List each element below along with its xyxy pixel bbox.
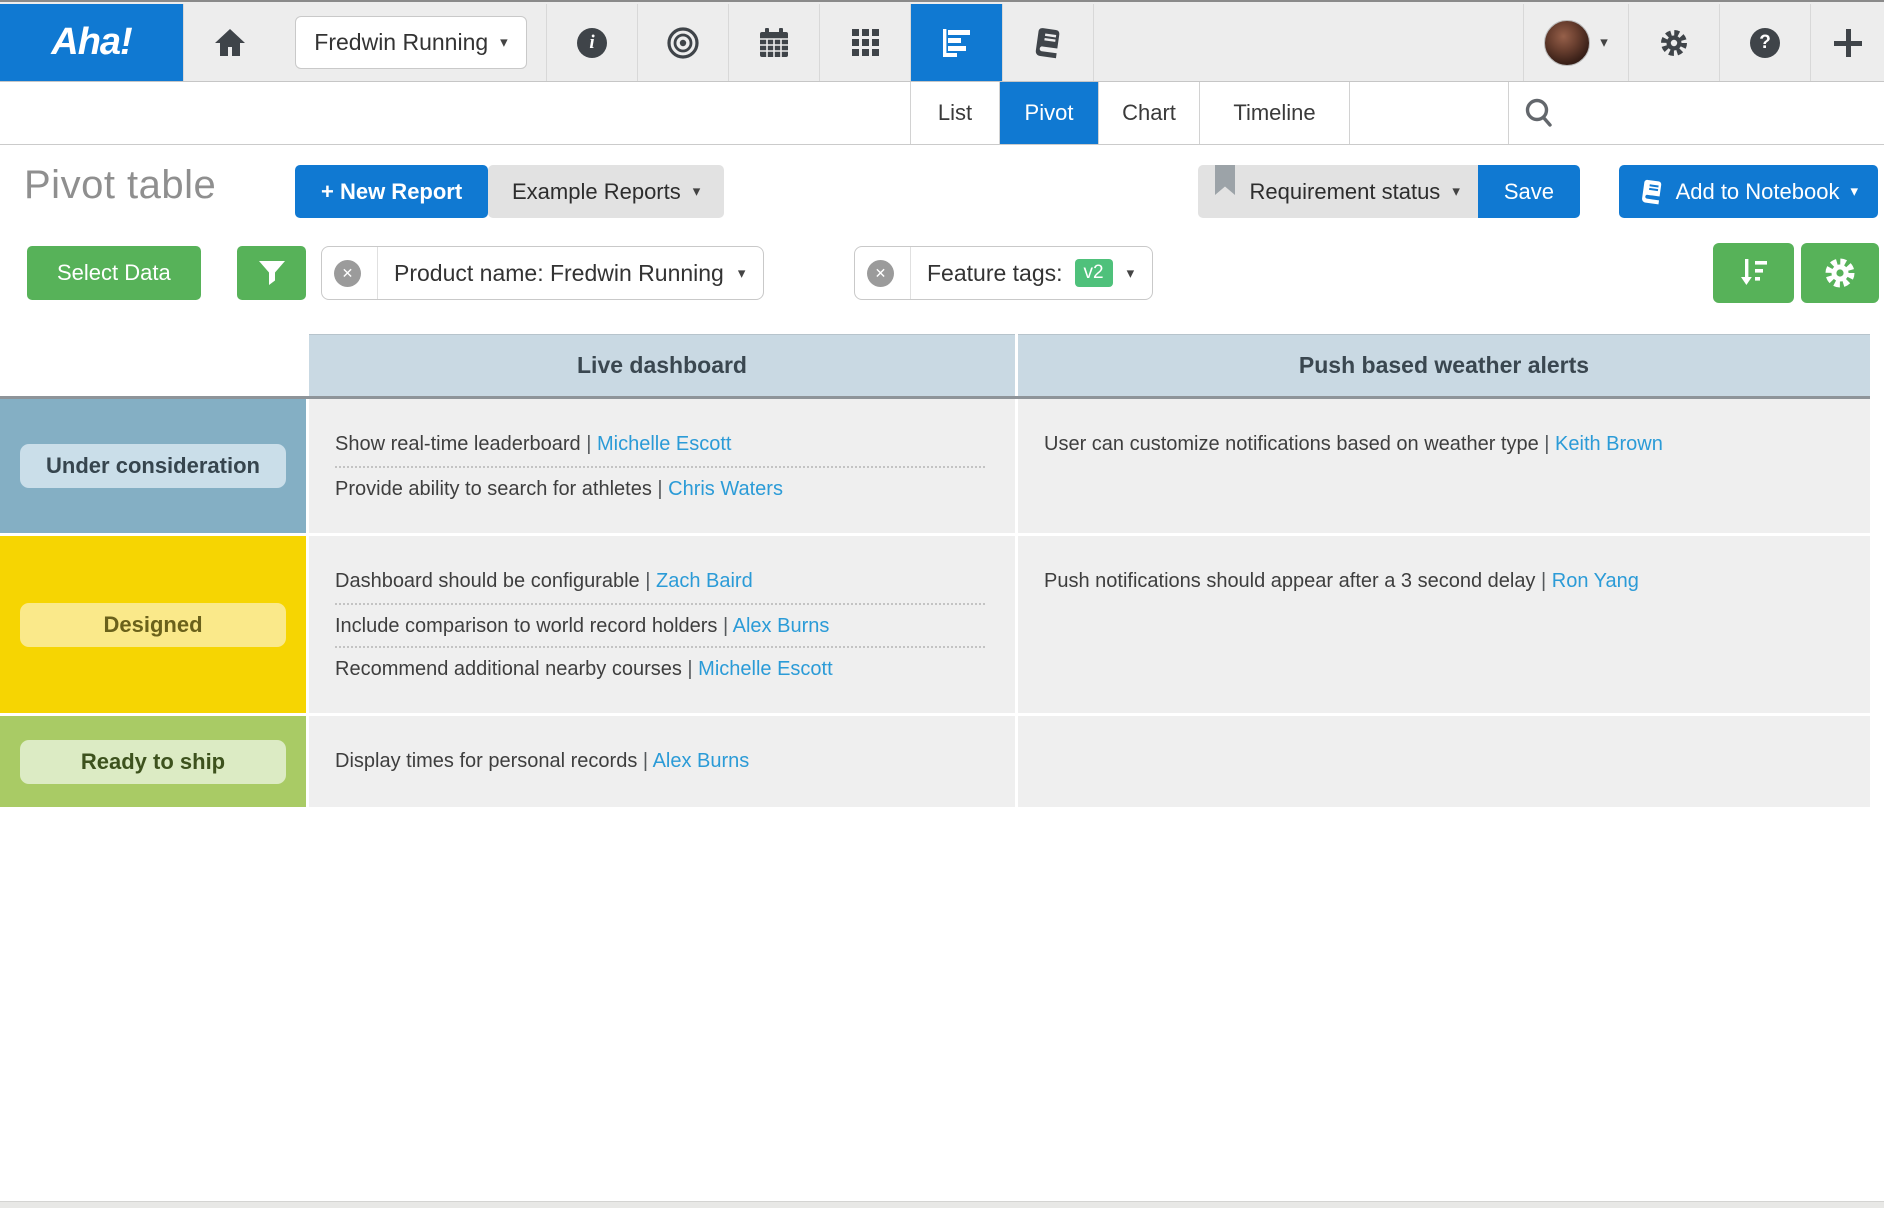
sort-button[interactable] [1713, 243, 1794, 303]
requirement-name: Display times for personal records [335, 750, 638, 772]
requirement-item [335, 603, 985, 646]
requirement-item [1044, 423, 1840, 466]
pivot-body [0, 399, 1870, 807]
add-to-notebook-label: Add to Notebook [1675, 178, 1840, 204]
assignee-link[interactable]: Chris Waters [668, 478, 783, 500]
tabrow-divider [1508, 82, 1509, 144]
report-view-tabs [0, 82, 1884, 145]
report-settings-button[interactable] [1801, 243, 1879, 303]
help-icon: ? [1750, 28, 1780, 58]
pivot-cell [1018, 716, 1870, 807]
reports-icon [940, 26, 974, 60]
add-nav-button[interactable] [1810, 4, 1884, 81]
status-pill: Under consideration [20, 444, 286, 488]
goals-nav-button[interactable] [637, 4, 728, 81]
example-reports-button[interactable] [488, 165, 724, 218]
caret-down-icon: ▾ [500, 34, 508, 51]
notebook-nav-button[interactable] [1002, 4, 1093, 81]
product-switcher[interactable] [276, 4, 546, 81]
requirement-name: User can customize notifications based on weather type [1044, 433, 1539, 455]
caret-down-icon: ▾ [737, 264, 746, 282]
user-menu[interactable] [1523, 4, 1628, 81]
book-icon [1639, 179, 1665, 205]
pivot-cell [1018, 399, 1870, 533]
target-icon [666, 26, 700, 60]
remove-filter-icon[interactable]: ✕ [334, 260, 361, 287]
assignee-link[interactable]: Keith Brown [1555, 433, 1663, 455]
product-switcher-label: Fredwin Running [314, 29, 489, 55]
assignee-link[interactable]: Alex Burns [652, 750, 750, 772]
tag-badge: v2 [1075, 259, 1113, 287]
saved-view-group [1198, 165, 1580, 218]
tab-pivot[interactable]: Pivot [999, 82, 1098, 144]
separator: | [1538, 433, 1556, 455]
assignee-link[interactable]: Zach Baird [655, 570, 753, 592]
plus-icon [1834, 29, 1862, 57]
separator: | [639, 570, 656, 592]
caret-down-icon: ▾ [1126, 264, 1135, 282]
separator: | [651, 478, 669, 500]
assignee-link[interactable]: Alex Burns [732, 615, 830, 637]
aha-logo-text: Aha! [51, 21, 132, 63]
settings-nav-button[interactable] [1628, 4, 1719, 81]
pivot-header-row [0, 334, 1870, 396]
chip-divider [910, 247, 911, 299]
tab-list[interactable]: List [910, 82, 999, 144]
aha-logo[interactable] [0, 4, 183, 81]
caret-down-icon: ▾ [1850, 183, 1858, 200]
status-pill: Ready to ship [20, 740, 286, 784]
requirement-item [335, 740, 985, 783]
pivot-cell [1018, 536, 1870, 713]
separator: | [637, 750, 653, 772]
caret-down-icon: ▾ [1452, 183, 1460, 200]
window-bottom-edge [0, 1201, 1884, 1208]
status-pill: Designed [20, 603, 286, 647]
caret-down-icon: ▾ [692, 183, 701, 200]
pivot-corner-cell [0, 334, 306, 396]
requirement-name: Include comparison to world record holders [335, 615, 718, 637]
chip-divider [377, 247, 378, 299]
avatar [1544, 20, 1590, 66]
new-report-button[interactable]: + New Report [295, 165, 488, 218]
calendar-nav-button[interactable] [728, 4, 819, 81]
saved-view-button[interactable] [1198, 165, 1478, 218]
calendar-icon [758, 27, 790, 59]
search-button[interactable] [1522, 96, 1558, 137]
home-icon [214, 28, 246, 58]
pivot-column-header: Live dashboard [309, 334, 1015, 396]
tab-chart[interactable]: Chart [1098, 82, 1199, 144]
requirement-item [335, 646, 985, 689]
nav-spacer [1093, 4, 1523, 81]
requirement-name: Show real-time leaderboard [335, 433, 581, 455]
pivot-row [0, 716, 1870, 807]
requirement-item [335, 560, 985, 603]
tab-timeline[interactable]: Timeline [1199, 82, 1350, 144]
help-nav-button[interactable] [1719, 4, 1810, 81]
requirement-item [1044, 560, 1840, 603]
notebook-icon [1032, 27, 1064, 59]
apps-nav-button[interactable] [819, 4, 910, 81]
requirement-name: Recommend additional nearby courses [335, 658, 682, 680]
assignee-link[interactable]: Michelle Escott [698, 658, 833, 680]
separator: | [681, 658, 699, 680]
assignee-link[interactable]: Michelle Escott [597, 433, 732, 455]
example-reports-label: Example Reports [512, 178, 681, 204]
top-navigation-bar [0, 0, 1884, 82]
save-button[interactable]: Save [1478, 165, 1580, 218]
home-button[interactable] [183, 4, 276, 81]
filter-chip-tags-label: Feature tags: [927, 259, 1063, 286]
pivot-cell [309, 716, 1015, 807]
status-row-header [0, 399, 306, 533]
filter-chip-tags[interactable] [854, 246, 1153, 300]
add-to-notebook-button[interactable] [1619, 165, 1878, 218]
requirement-item [335, 423, 985, 466]
info-nav-button[interactable] [546, 4, 637, 81]
pivot-table [0, 334, 1870, 807]
pivot-cell [309, 536, 1015, 713]
status-row-header [0, 716, 306, 807]
add-filter-button[interactable] [237, 246, 306, 300]
grid-icon [852, 29, 879, 56]
saved-view-label: Requirement status [1249, 178, 1441, 204]
filter-chip-product[interactable] [321, 246, 764, 300]
info-icon: i [577, 28, 607, 58]
page-title: Pivot table [24, 163, 217, 207]
separator: | [580, 433, 597, 455]
assignee-link[interactable]: Ron Yang [1551, 570, 1639, 592]
gear-icon [1657, 26, 1691, 60]
separator: | [1535, 570, 1552, 592]
status-row-header [0, 536, 306, 713]
remove-filter-icon[interactable]: ✕ [867, 260, 894, 287]
bookmark-icon [1214, 165, 1236, 196]
pivot-row [0, 536, 1870, 713]
reports-nav-button-selected[interactable] [910, 4, 1002, 81]
search-icon [1522, 96, 1558, 132]
select-data-button[interactable]: Select Data [27, 246, 201, 300]
sort-descending-icon [1736, 255, 1772, 291]
requirement-name: Push notifications should appear after a 3 second delay [1044, 570, 1536, 592]
pivot-row [0, 399, 1870, 533]
separator: | [717, 615, 733, 637]
requirement-name: Provide ability to search for athletes [335, 478, 652, 500]
requirement-name: Dashboard should be configurable [335, 570, 640, 592]
pivot-column-header: Push based weather alerts [1018, 334, 1870, 396]
filter-chip-product-label: Product name: Fredwin Running [394, 259, 724, 286]
settings-gear-icon [1821, 254, 1859, 292]
pivot-cell [309, 399, 1015, 533]
filter-funnel-icon [258, 260, 286, 286]
requirement-item [335, 466, 985, 509]
caret-down-icon: ▾ [1600, 34, 1608, 51]
